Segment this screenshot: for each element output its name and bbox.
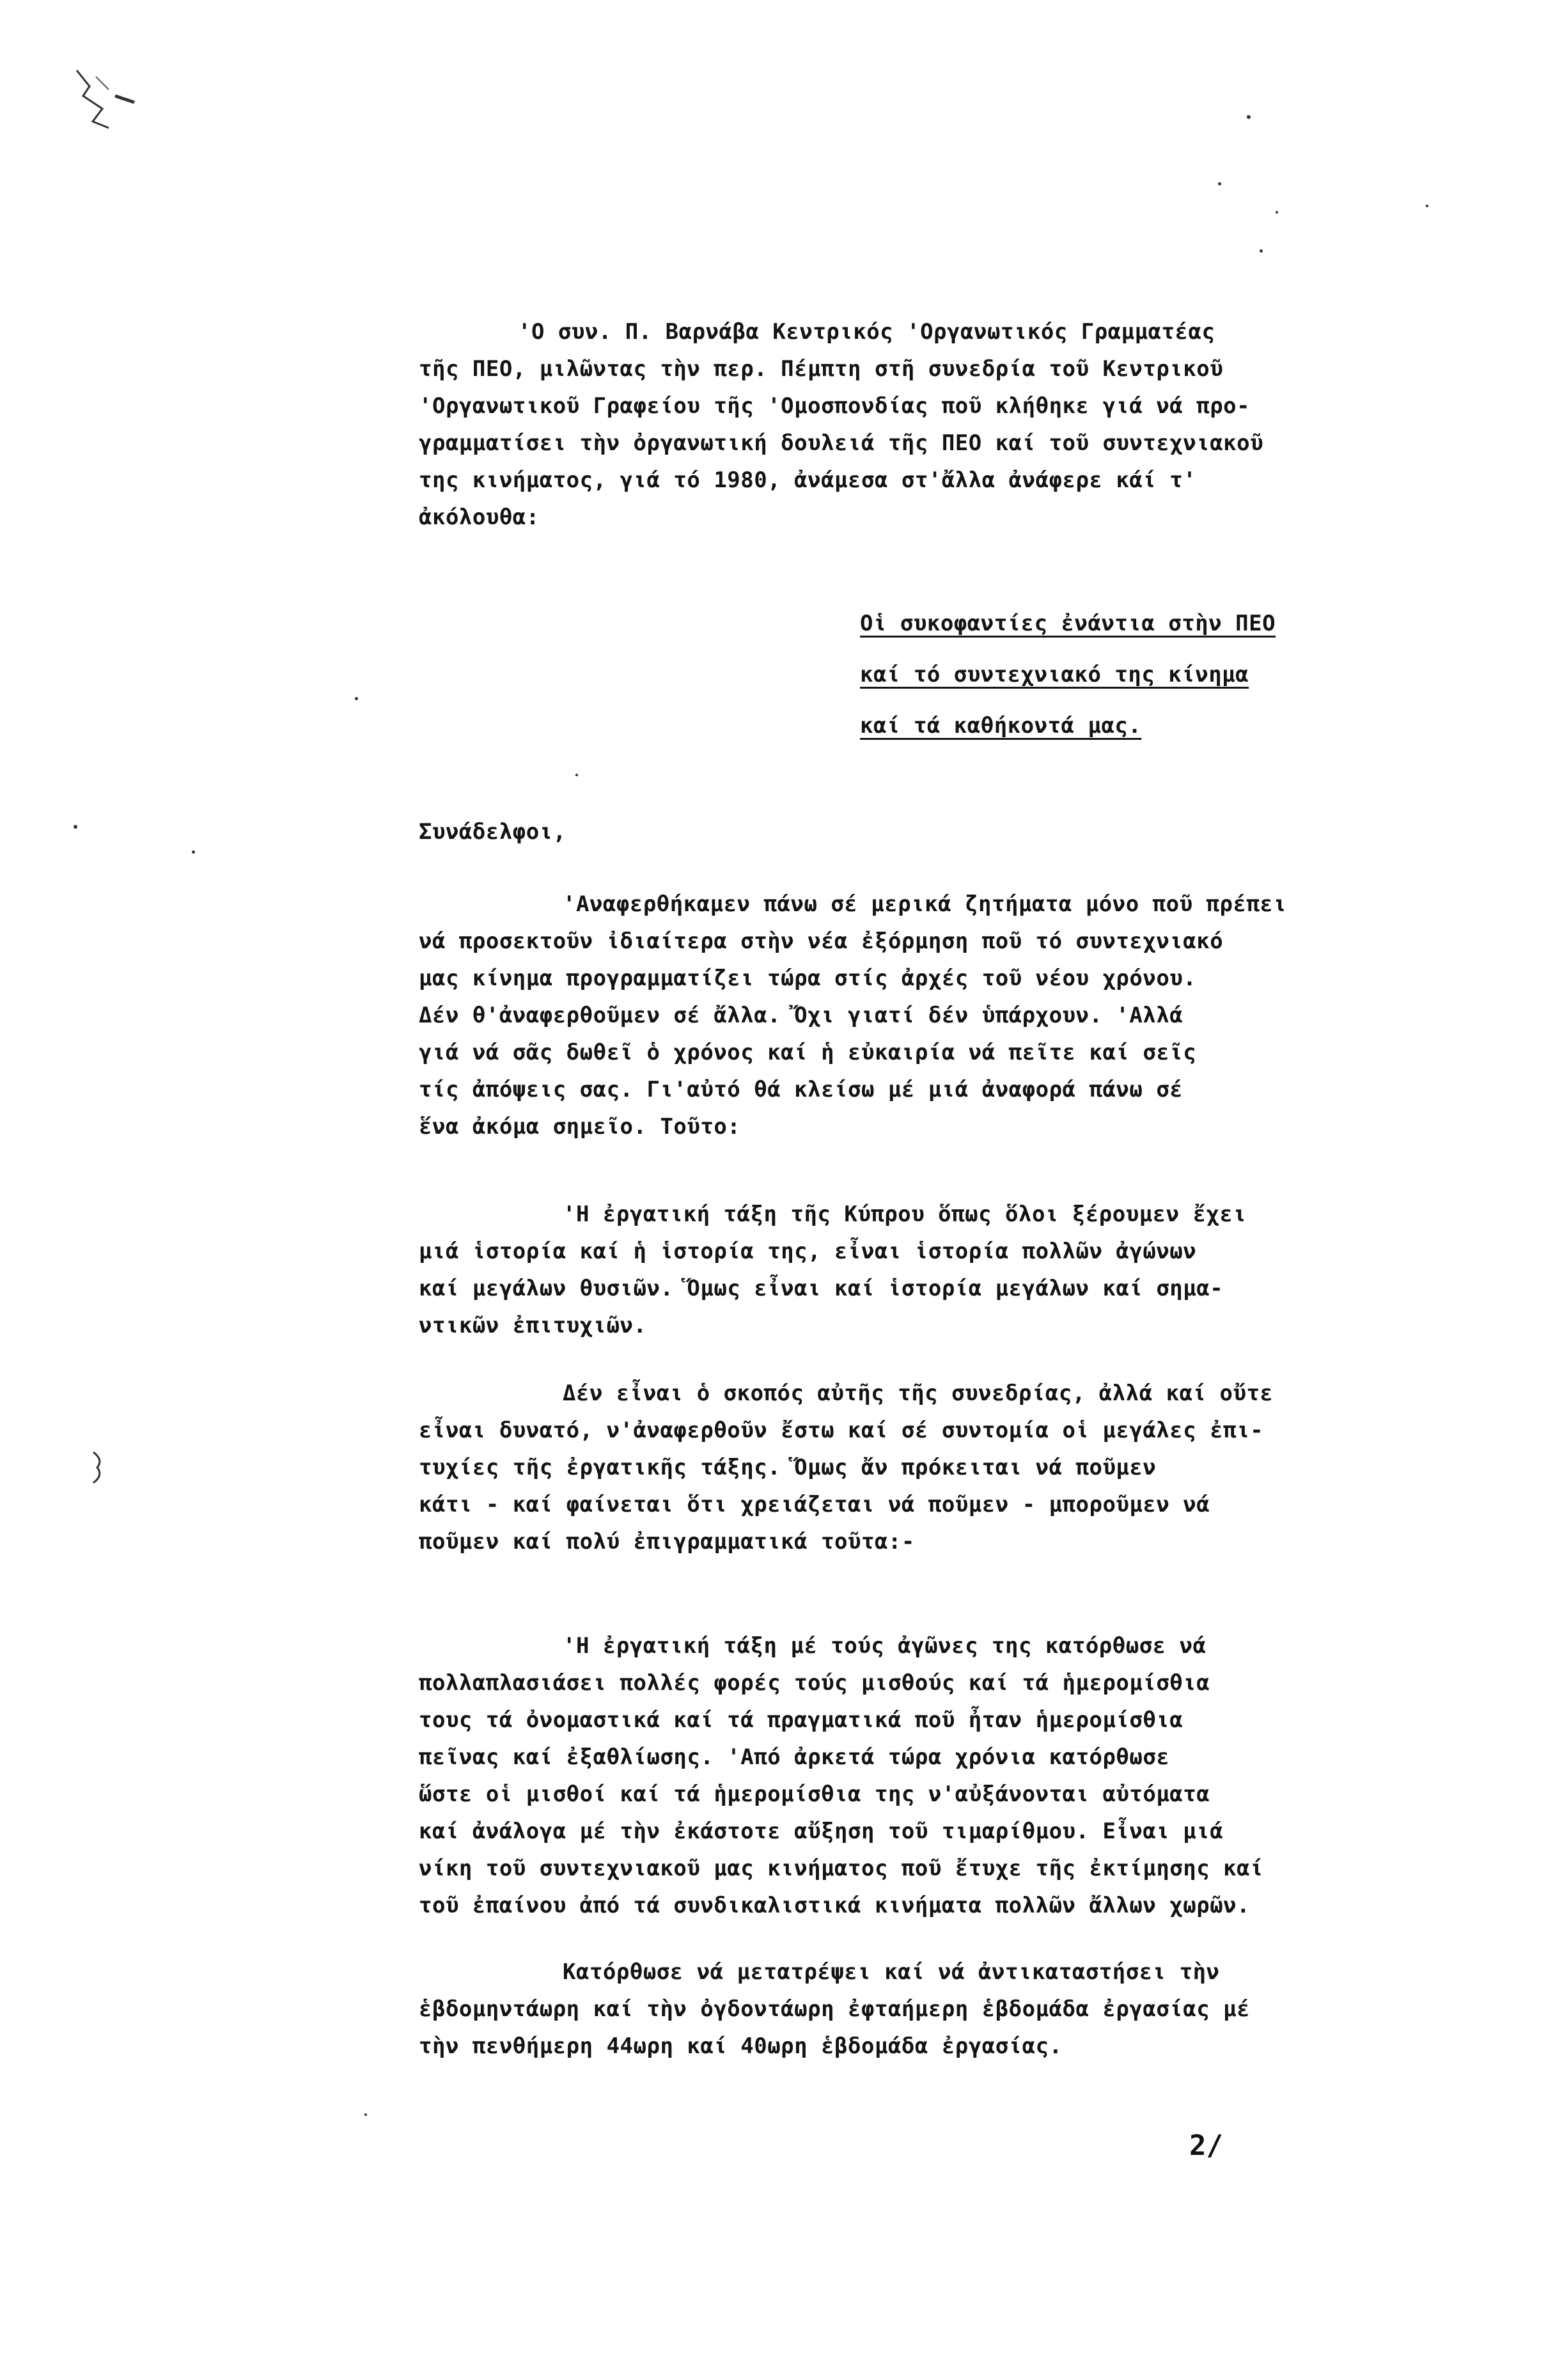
text-line: γιά νά σᾶς δωθεῖ ὁ χρόνος καί ἡ εὐκαιρία νά πεῖτε καί σεῖς [419, 1040, 1197, 1065]
text-line: τυχίες τῆς ἐργατικῆς τάξης. Ὅμως ἄν πρόκειται νά ποῦμεν [419, 1455, 1157, 1480]
paragraph-2 [419, 1196, 1246, 1344]
paragraph-5 [419, 1953, 1250, 2065]
text-line: τίς ἀπόψεις σας. Γι'αὐτό θά κλείσω μέ μιά ἀναφορά πάνω σέ [419, 1077, 1183, 1102]
corner-scribble-mark [64, 58, 179, 141]
text-line: 'Οργανωτικοῦ Γραφείου τῆς 'Ομοσπονδίας ποῦ κλήθηκε γιά νά προ- [419, 393, 1251, 419]
text-line: Κατόρθωσε νά μετατρέψει καί νά ἀντικαταστήσει τὴν [563, 1959, 1220, 1985]
text-line: ποῦμεν καί πολύ ἐπιγραμματικά τοῦτα:- [419, 1529, 915, 1554]
paragraph-3 [419, 1375, 1273, 1560]
text-line: ὥστε οἱ μισθοί καί τά ἡμερομίσθια της ν'αὐξάνονται αὐτόματα [419, 1781, 1210, 1807]
heading-line: καί τά καθήκοντά μας. [860, 713, 1142, 739]
intro-paragraph [419, 313, 1263, 536]
text-line: νά προσεκτοῦν ἰδιαίτερα στὴν νέα ἐξόρμηση ποῦ τό συντεχνιακό [419, 928, 1224, 954]
salutation [419, 813, 566, 850]
text-line: πολλαπλασιάσει πολλές φορές τούς μισθούς καί τά ἡμερομίσθια [419, 1670, 1210, 1696]
text-line: μας κίνημα προγραμματίζει τώρα στίς ἀρχές τοῦ νέου χρόνου. [419, 966, 1197, 991]
text-line: τους τά ὀνομαστικά καί τά πραγματικά ποῦ ἦταν ἡμερομίσθια [419, 1707, 1183, 1733]
text-line: ἀκόλουθα: [419, 505, 540, 530]
text-line: καί ἀνάλογα μέ τὴν ἐκάστοτε αὔξηση τοῦ τιμαρίθμου. Εἶναι μιά [419, 1819, 1224, 1844]
heading-line: καί τό συντεχνιακό της κίνημα [860, 662, 1249, 687]
scan-speck [192, 850, 195, 854]
text-line: τοῦ ἐπαίνου ἀπό τά συνδικαλιστικά κινήματα πολλῶν ἄλλων χωρῶν. [419, 1893, 1251, 1918]
scan-speck [1260, 249, 1263, 253]
text-line: ντικῶν ἐπιτυχιῶν. [419, 1313, 647, 1338]
text-line: πεῖνας καί ἐξαθλίωσης. 'Από ἀρκετά τώρα χρόνια κατόρθωσε [419, 1744, 1170, 1770]
text-line: 'Αναφερθήκαμεν πάνω σέ μερικά ζητήματα μόνο ποῦ πρέπει [563, 891, 1287, 917]
text-line: 'Η ἐργατική τάξη μέ τούς ἀγῶνες της κατόρθωσε νά [563, 1633, 1207, 1659]
text-line: ἕνα ἀκόμα σημεῖο. Τοῦτο: [419, 1114, 741, 1139]
scan-speck [1426, 205, 1428, 207]
scan-speck [364, 2113, 367, 2116]
scan-speck [74, 825, 77, 829]
text-line: νίκη τοῦ συντεχνιακοῦ μας κινήματος ποῦ ἔτυχε τῆς ἐκτίμησης καί [419, 1856, 1264, 1881]
text-line: τῆς ΠΕΟ, μιλῶντας τὴν περ. Πέμπτη στῆ συνεδρία τοῦ Κεντρικοῦ [419, 356, 1224, 382]
heading-line: Οἱ συκοφαντίες ἐνάντια στὴν ΠΕΟ [860, 611, 1276, 636]
scan-speck [355, 697, 358, 700]
scan-speck [575, 774, 578, 776]
text-line: μιά ἱστορία καί ἡ ἱστορία της, εἶναι ἱστορία πολλῶν ἀγώνων [419, 1239, 1197, 1264]
paragraph-4 [419, 1627, 1263, 1924]
text-line: κάτι - καί φαίνεται ὅτι χρειάζεται νά ποῦμεν - μποροῦμεν νά [419, 1492, 1210, 1517]
section-heading [860, 598, 1276, 751]
text-line: εἶναι δυνατό, ν'ἀναφερθοῦν ἔστω καί σέ συντομία οἱ μεγάλες ἐπι- [419, 1418, 1264, 1443]
scan-speck [1247, 115, 1251, 119]
text-line: Δέν εἶναι ὁ σκοπός αὐτῆς τῆς συνεδρίας, ἀλλά καί οὔτε [563, 1381, 1274, 1406]
text-line: ἑβδομηντάωρη καί τὴν ὀγδοντάωρη ἐφταήμερη ἑβδομάδα ἐργασίας μέ [419, 1996, 1251, 2022]
text-line: Συνάδελφοι, [419, 819, 566, 845]
text-line: Δέν θ'ἀναφερθοῦμεν σέ ἄλλα. Ὄχι γιατί δέν ὑπάρχουν. 'Αλλά [419, 1003, 1183, 1028]
text-line: 'Η ἐργατική τάξη τῆς Κύπρου ὅπως ὅλοι ξέρουμεν ἔχει [563, 1202, 1247, 1227]
text-line: της κινήματος, γιά τό 1980, ἀνάμεσα στ'ἄλλα ἀνάφερε κάί τ' [419, 467, 1197, 493]
text-line: 'Ο συν. Π. Βαρνάβα Κεντρικός 'Οργανωτικός Γραμματέας [518, 319, 1215, 345]
page-number: 2/ [1189, 2129, 1223, 2162]
scan-speck [1276, 211, 1278, 214]
margin-bracket-mark [90, 1448, 109, 1487]
scan-speck [1218, 182, 1221, 185]
text-line: τὴν πενθήμερη 44ωρη καί 40ωρη ἑβδομάδα ἐργασίας. [419, 2033, 1063, 2059]
text-line: γραμματίσει τὴν ὀργανωτική δουλειά τῆς ΠΕΟ καί τοῦ συντεχνιακοῦ [419, 430, 1264, 456]
text-line: καί μεγάλων θυσιῶν. Ὅμως εἶναι καί ἱστορία μεγάλων καί σημα- [419, 1276, 1224, 1301]
paragraph-1 [419, 886, 1286, 1145]
